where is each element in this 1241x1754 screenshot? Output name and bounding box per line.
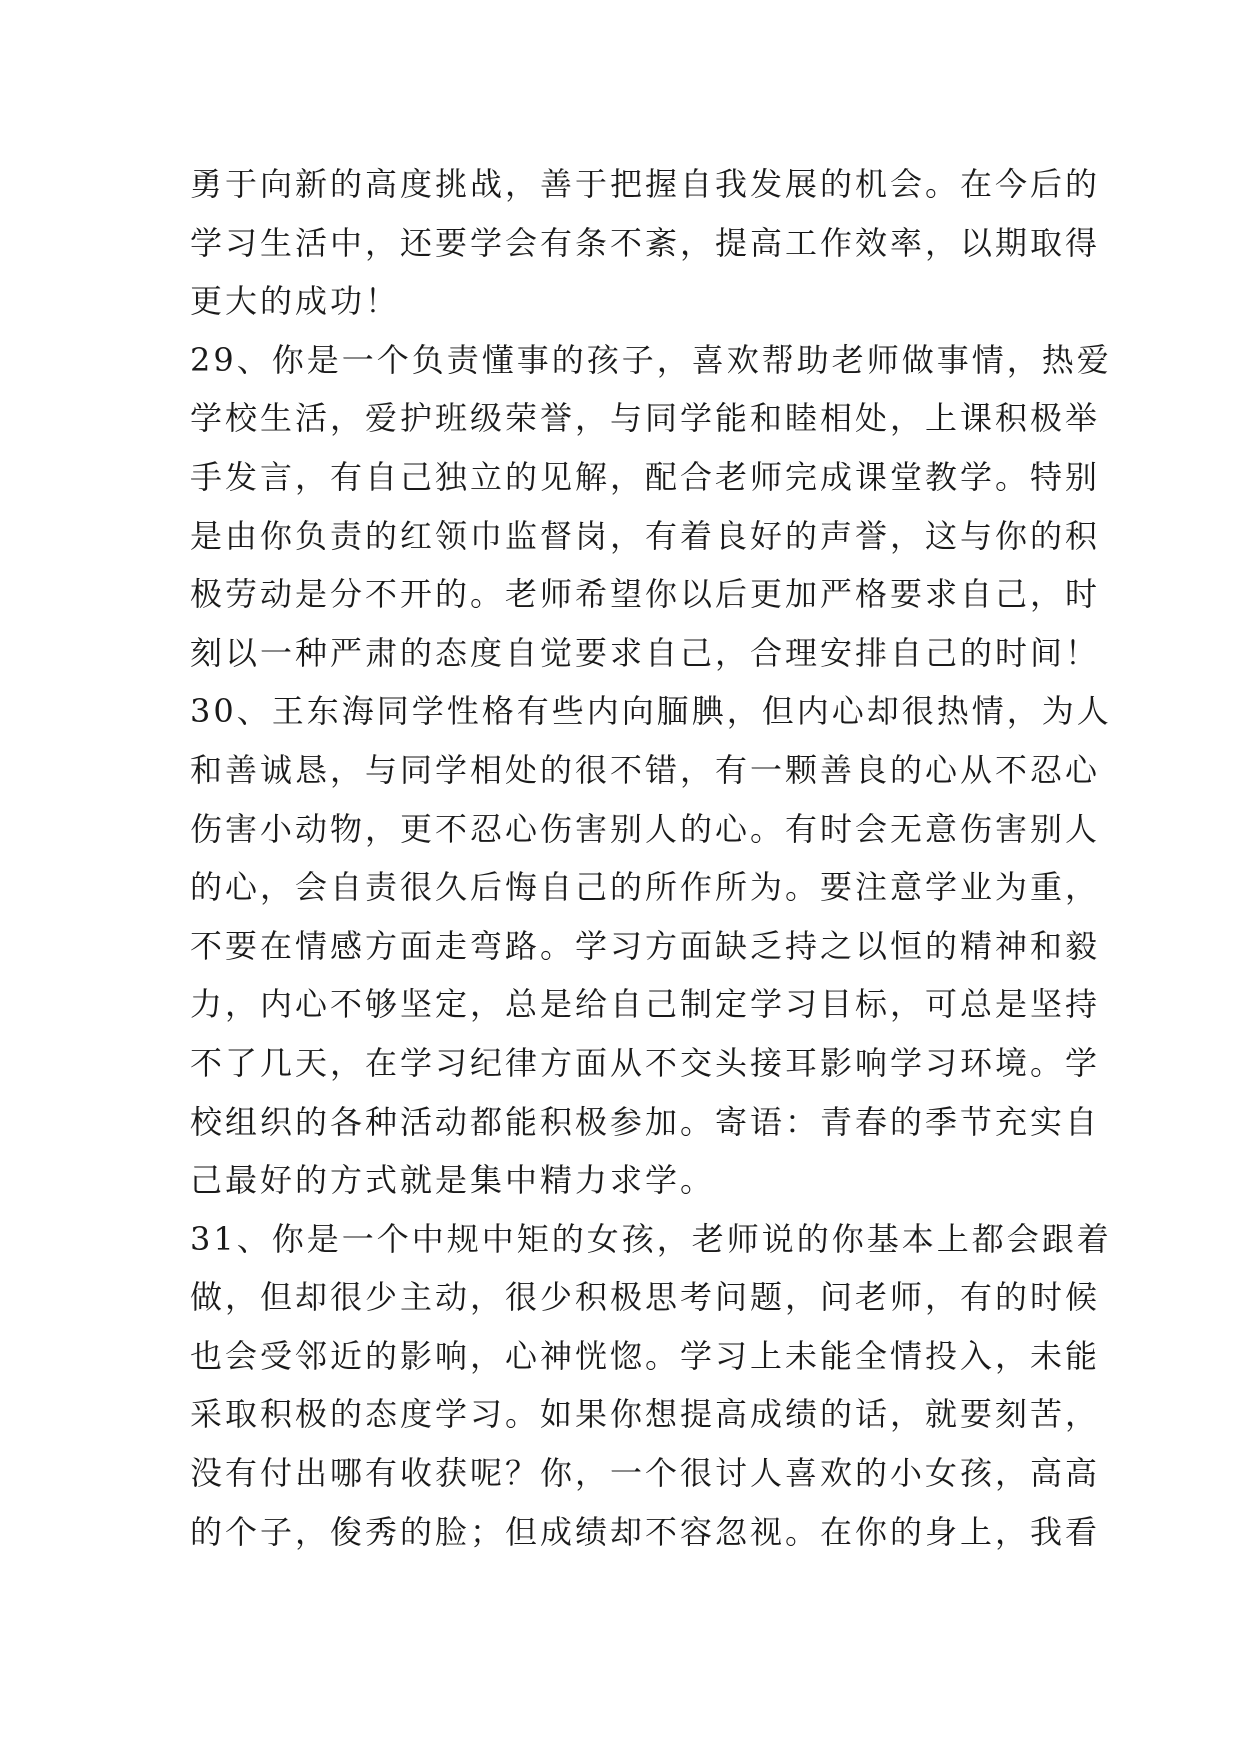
text-line: 是由你负责的红领巾监督岗，有着良好的声誉，这与你的积 xyxy=(190,516,1101,555)
text-line: 做，但却很少主动，很少积极思考问题，问老师，有的时候 xyxy=(190,1278,1101,1317)
text-line: 也会受邻近的影响，心神恍惚。学习上未能全情投入，未能 xyxy=(190,1336,1101,1375)
text-line: 没有付出哪有收获呢？你，一个很讨人喜欢的小女孩，高高 xyxy=(190,1454,1101,1493)
text-line: 极劳动是分不开的。老师希望你以后更加严格要求自己，时 xyxy=(190,575,1101,614)
text-line: 更大的成功！ xyxy=(190,282,401,321)
text-line: 力，内心不够坚定，总是给自己制定学习目标，可总是坚持 xyxy=(190,985,1101,1024)
text-line: 学校生活，爱护班级荣誉，与同学能和睦相处，上课积极举 xyxy=(190,399,1101,438)
text-line: 31、你是一个中规中矩的女孩，老师说的你基本上都会跟着 xyxy=(190,1219,1112,1258)
text-line: 29、你是一个负责懂事的孩子，喜欢帮助老师做事情，热爱 xyxy=(190,340,1112,379)
text-line: 的个子，俊秀的脸；但成绩却不容忽视。在你的身上，我看 xyxy=(190,1512,1101,1551)
text-line: 刻以一种严肃的态度自觉要求自己，合理安排自己的时间！ xyxy=(190,633,1101,672)
document-body xyxy=(190,155,1112,1561)
text-line: 和善诚恳，与同学相处的很不错，有一颗善良的心从不忍心 xyxy=(190,750,1101,789)
text-line: 伤害小动物，更不忍心伤害别人的心。有时会无意伤害别人 xyxy=(190,809,1101,848)
text-line: 不了几天，在学习纪律方面从不交头接耳影响学习环境。学 xyxy=(190,1043,1101,1082)
text-line: 勇于向新的高度挑战，善于把握自我发展的机会。在今后的 xyxy=(190,165,1101,203)
text-line: 30、王东海同学性格有些内向腼腆，但内心却很热情，为人 xyxy=(190,692,1112,731)
text-line: 手发言，有自己独立的见解，配合老师完成课堂教学。特别 xyxy=(190,457,1101,496)
text-line: 的心，会自责很久后悔自己的所作所为。要注意学业为重， xyxy=(190,868,1101,907)
text-line: 己最好的方式就是集中精力求学。 xyxy=(190,1161,716,1200)
text-line: 校组织的各种活动都能积极参加。寄语：青春的季节充实自 xyxy=(190,1102,1101,1141)
text-line: 学习生活中，还要学会有条不紊，提高工作效率，以期取得 xyxy=(190,223,1101,262)
text-line: 采取积极的态度学习。如果你想提高成绩的话，就要刻苦， xyxy=(190,1395,1101,1434)
text-line: 不要在情感方面走弯路。学习方面缺乏持之以恒的精神和毅 xyxy=(190,926,1101,965)
